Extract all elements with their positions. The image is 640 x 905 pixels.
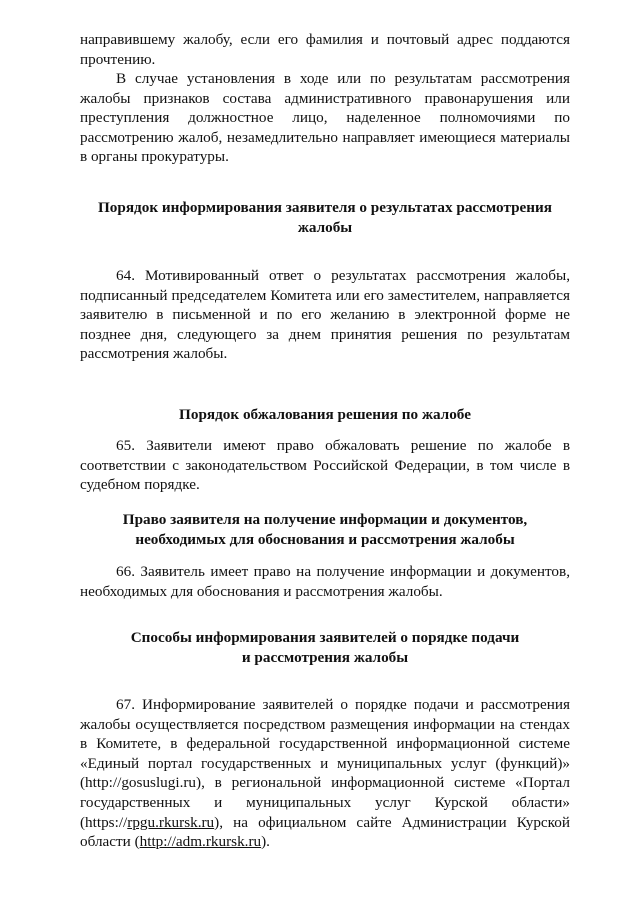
paragraph-67-text <box>80 695 570 852</box>
heading-right-info <box>110 510 540 549</box>
paragraph-67-part-c: ). <box>261 833 270 851</box>
paragraph-67-part-b: ), на официальном сайте Администрации Курской области ( <box>80 813 570 851</box>
paragraph-65 <box>80 436 570 495</box>
paragraph-64 <box>80 266 570 364</box>
paragraph-67-part-a: 67. Информирование заявителей о порядке подачи и рассмотрения жалобы осуществляется посредством размещения информации на стендах в Комитете, в федеральной государственной информационной системе «Единый портал государственных и муниципальных услуг (функций)» (http://gosuslugi.ru), в региональной информационной системе «Портал государственных и муниципальных услуг Курской области» (https:// <box>80 696 570 831</box>
rpgu-link[interactable]: rpgu.rkursk.ru <box>127 813 215 831</box>
paragraph-66 <box>80 562 570 601</box>
heading-inform-result-text: Порядок информирования заявителя о результатах рассмотрения жалобы <box>97 199 553 236</box>
heading-appeal-text: Порядок обжалования решения по жалобе <box>179 406 471 423</box>
heading-inform-result <box>92 198 558 237</box>
violation-paragraph <box>80 69 570 167</box>
violation-text: В случае установления в ходе или по результатам рассмотрения жалобы признаков состава административного правонарушения или преступления должностное лицо, наделенное полномочиями по рассмотрению жалоб, незамедлительно направляет имеющиеся материалы в органы прокуратуры. <box>80 70 570 166</box>
intro-text: направившему жалобу, если его фамилия и почтовый адрес поддаются прочтению. <box>80 31 570 68</box>
heading-appeal <box>80 405 570 425</box>
paragraph-65-text: 65. Заявители имеют право обжаловать решение по жалобе в соответствии с законодательством Российской Федерации, в том числе в судебном порядке. <box>80 437 570 494</box>
heading-methods-text: Способы информирования заявителей о порядке подачи и рассмотрения жалобы <box>130 629 520 666</box>
heading-right-info-text: Право заявителя на получение информации и документов, необходимых для обоснования и рассмотрения жалобы <box>122 511 528 548</box>
paragraph-66-text: 66. Заявитель имеет право на получение информации и документов, необходимых для обоснования и рассмотрения жалобы. <box>80 563 570 600</box>
intro-paragraph <box>80 30 570 69</box>
paragraph-64-text: 64. Мотивированный ответ о результатах рассмотрения жалобы, подписанный председателем Комитета или его заместителем, направляется заявителю в письменной и по его желанию в электронной форме не позднее дня, следующего за днем принятия решения по результатам рассмотрения жалобы. <box>80 267 570 363</box>
paragraph-67 <box>80 695 570 852</box>
adm-link[interactable]: http://adm.rkursk.ru <box>139 833 262 851</box>
heading-methods <box>130 628 520 667</box>
